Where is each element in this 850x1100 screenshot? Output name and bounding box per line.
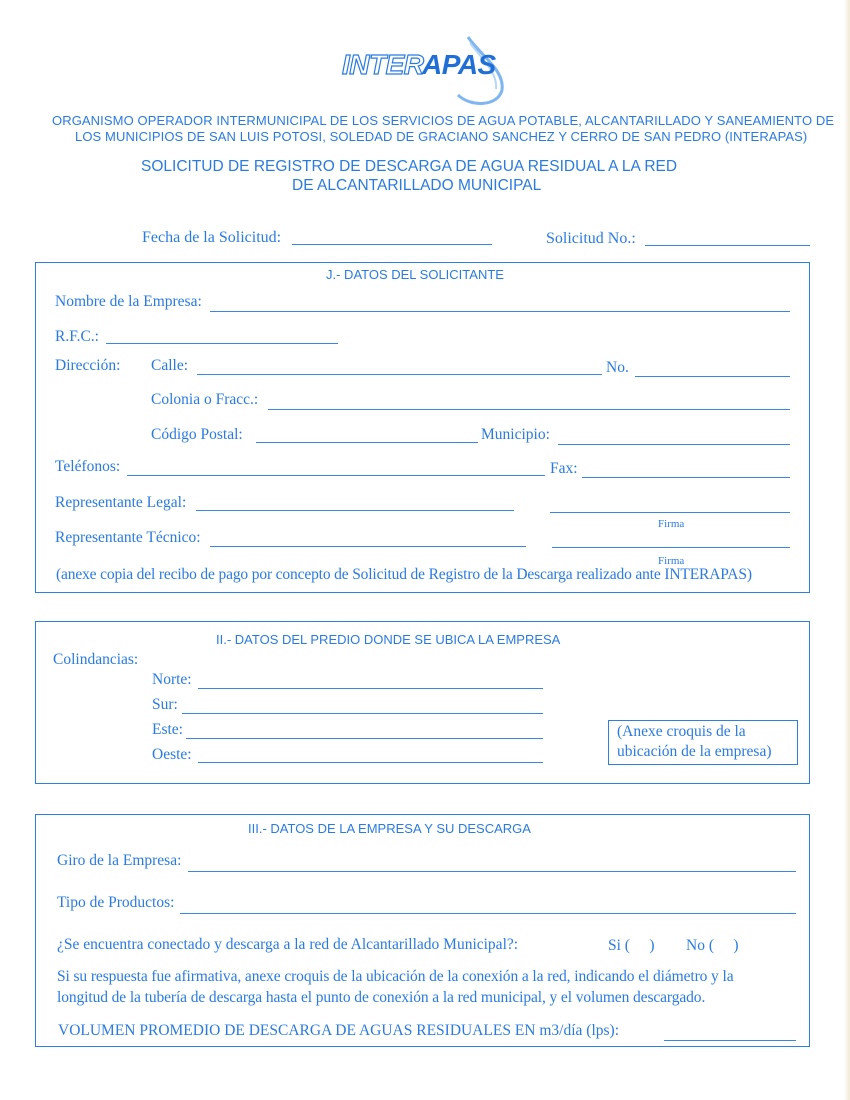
rfc-input[interactable] [106, 343, 338, 344]
municipio-input[interactable] [558, 444, 790, 445]
telefonos-input[interactable] [127, 475, 545, 476]
solicitud-no-label: Solicitud No.: [546, 230, 636, 247]
este-input[interactable] [186, 738, 543, 739]
numero-input[interactable] [635, 376, 790, 377]
giro-empresa-label: Giro de la Empresa: [57, 852, 182, 869]
org-name-line1: ORGANISMO OPERADOR INTERMUNICIPAL DE LOS SERVICIOS DE AGUA POTABLE, ALCANTARILLADO Y SANEAMIENTO DE [52, 113, 835, 128]
croquis-note-line1: (Anexe croquis de la [617, 723, 746, 740]
scan-edge [844, 0, 850, 1100]
tipo-productos-input[interactable] [180, 913, 796, 914]
form-title-line2: DE ALCANTARILLADO MUNICIPAL [292, 177, 542, 194]
codigo-postal-label: Código Postal: [151, 426, 243, 443]
este-label: Este: [152, 721, 183, 738]
firma-legal-input[interactable] [550, 512, 790, 513]
instructions-line2: longitud de la tubería de descarga hasta el punto de conexión a la red municipal, y el volumen descargado. [57, 989, 706, 1006]
fecha-input[interactable] [292, 244, 492, 245]
firma-tecnico-input[interactable] [552, 547, 790, 548]
nombre-empresa-label: Nombre de la Empresa: [55, 293, 202, 310]
org-name-line2: LOS MUNICIPIOS DE SAN LUIS POTOSI, SOLEDAD DE GRACIANO SANCHEZ Y CERRO DE SAN PEDRO (INTERAPAS) [75, 129, 808, 144]
representante-legal-label: Representante Legal: [55, 494, 187, 511]
tipo-productos-label: Tipo de Productos: [57, 894, 175, 911]
norte-input[interactable] [198, 688, 543, 689]
volumen-label: VOLUMEN PROMEDIO DE DESCARGA DE AGUAS RESIDUALES EN m3/día (lps): [58, 1022, 620, 1039]
section2-title: II.- DATOS DEL PREDIO DONDE SE UBICA LA EMPRESA [216, 632, 561, 647]
fax-input[interactable] [582, 477, 790, 478]
colonia-input[interactable] [268, 409, 790, 410]
solicitud-no-input[interactable] [645, 245, 810, 246]
calle-label: Calle: [151, 357, 189, 374]
pago-note: (anexe copia del recibo de pago por concepto de Solicitud de Registro de la Descarga realizado ante INTERAPAS) [56, 566, 752, 583]
firma-label-2: Firma [658, 555, 685, 567]
representante-tecnico-input[interactable] [210, 546, 526, 547]
colindancias-label: Colindancias: [53, 651, 139, 668]
section3-title: III.- DATOS DE LA EMPRESA Y SU DESCARGA [248, 821, 531, 836]
fax-label: Fax: [550, 460, 578, 477]
telefonos-label: Teléfonos: [55, 458, 121, 475]
interapas-logo [330, 35, 530, 110]
volumen-input[interactable] [664, 1040, 796, 1041]
calle-input[interactable] [197, 374, 602, 375]
codigo-postal-input[interactable] [256, 442, 478, 443]
logo-text-apas: APAS [422, 49, 496, 80]
numero-label: No. [606, 359, 629, 376]
direccion-label: Dirección: [55, 357, 121, 374]
form-title-line1: SOLICITUD DE REGISTRO DE DESCARGA DE AGUA RESIDUAL A LA RED [141, 158, 678, 175]
croquis-note-line2: ubicación de la empresa) [617, 743, 772, 760]
section-datos-descarga [35, 814, 810, 1047]
si-option[interactable]: Si ( ) [608, 937, 655, 954]
sur-input[interactable] [182, 713, 543, 714]
no-option[interactable]: No ( ) [686, 937, 739, 954]
colonia-label: Colonia o Fracc.: [151, 391, 259, 408]
oeste-input[interactable] [198, 762, 543, 763]
oeste-label: Oeste: [152, 746, 192, 763]
instructions-line1: Si su respuesta fue afirmativa, anexe croquis de la ubicación de la conexión a la red, indicando el diámetro y la [57, 968, 734, 985]
fecha-label: Fecha de la Solicitud: [142, 229, 282, 246]
municipio-label: Municipio: [481, 426, 550, 443]
rfc-label: R.F.C.: [55, 328, 99, 345]
conexion-question: ¿Se encuentra conectado y descarga a la red de Alcantarillado Municipal?: [57, 936, 519, 953]
representante-legal-input[interactable] [196, 510, 514, 511]
logo-text-inter: INTER [342, 49, 424, 80]
representante-tecnico-label: Representante Técnico: [55, 529, 201, 546]
norte-label: Norte: [152, 671, 192, 688]
section1-title: J.- DATOS DEL SOLICITANTE [326, 267, 504, 282]
nombre-empresa-input[interactable] [210, 311, 790, 312]
giro-empresa-input[interactable] [188, 871, 796, 872]
sur-label: Sur: [152, 696, 178, 713]
firma-label-1: Firma [658, 518, 685, 530]
